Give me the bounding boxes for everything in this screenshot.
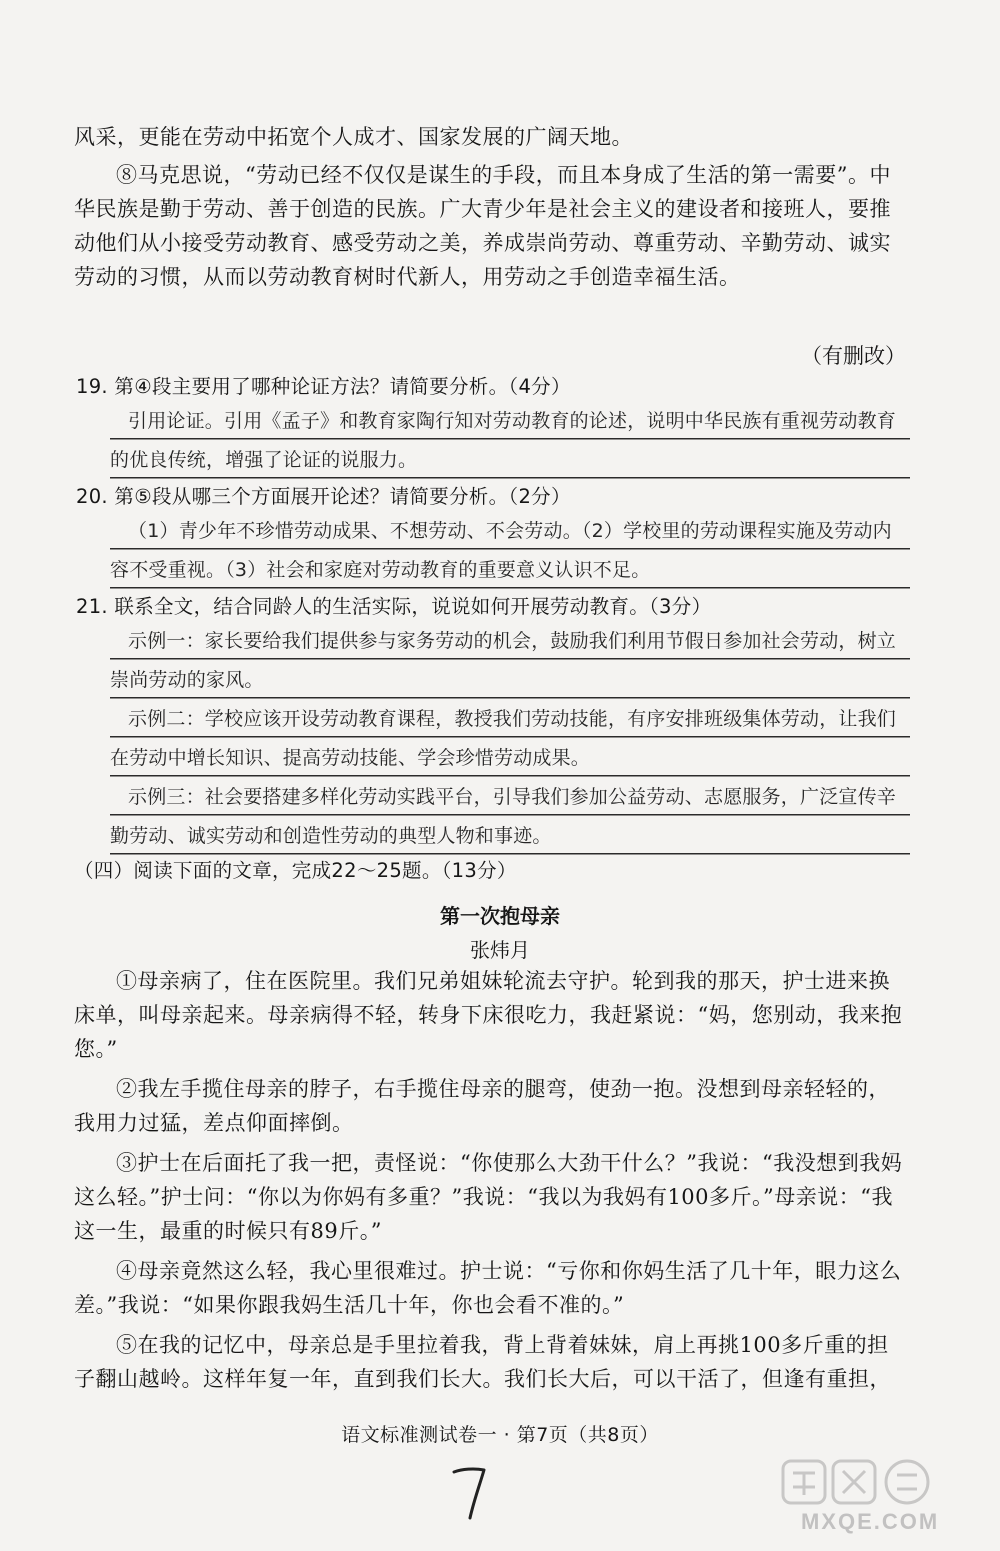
handwritten-page-number [450, 1462, 490, 1522]
story-paragraph-1: ①母亲病了，住在医院里。我们兄弟姐妹轮流去守护。轮到我的那天，护士进来换床单，叫母亲起来。母亲病得不轻，转身下床很吃力，我赶紧说：“妈，您别动，我来抱您。” [74, 969, 903, 1061]
story-paragraph-3: ③护士在后面托了我一把，责怪说：“你使那么大劲干什么？”我说：“我没想到我妈这么轻。”护士问：“你以为你妈有多重？”我说：“我以为我妈有100多斤。”母亲说：“我这一生，最重的时候只有89斤。” [74, 1151, 903, 1243]
answer-21-example-3: 示例三：社会要搭建多样化劳动实践平台，引导我们参加公益劳动、志愿服务，广泛宣传辛勤劳动、诚实劳动和创造性劳动的典型人物和事迹。 [110, 778, 910, 856]
question-20: 20. 第⑤段从哪三个方面展开论述？请简要分析。（2分） [76, 485, 571, 508]
edit-note: （有删改） [801, 344, 906, 368]
question-19: 19. 第④段主要用了哪种论证方法？请简要分析。（4分） [76, 375, 571, 398]
page-footer: 语文标准测试卷一 · 第7页（共8页） [341, 1424, 659, 1446]
story-paragraph-2: ②我左手揽住母亲的脖子，右手揽住母亲的腿弯，使劲一抱。没想到母亲轻轻的，我用力过猛，差点仰面摔倒。 [74, 1077, 890, 1135]
article-title: 第一次抱母亲 [440, 904, 560, 928]
question-21: 21. 联系全文，结合同龄人的生活实际，说说如何开展劳动教育。（3分） [76, 595, 712, 618]
svg-text:MXQE.COM: MXQE.COM [801, 1509, 940, 1534]
article-paragraph-continued: 风采，更能在劳动中拓宽个人成才、国家发展的广阔天地。 [74, 125, 633, 149]
story-paragraph-4: ④母亲竟然这么轻，我心里很难过。护士说：“亏你和你妈生活了几十年，眼力这么差。”我说：“如果你跟我妈生活几十年，你也会看不准的。” [74, 1259, 902, 1317]
answer-19: 引用论证。引用《孟子》和教育家陶行知对劳动教育的论述，说明中华民族有重视劳动教育的优良传统，增强了论证的说服力。 [110, 402, 910, 480]
article-paragraph-8: ⑧马克思说，“劳动已经不仅仅是谋生的手段，而且本身成了生活的第一需要”。中华民族是勤于劳动、善于创造的民族。广大青少年是社会主义的建设者和接班人，要推动他们从小接受劳动教育、感受劳动之美，养成崇尚劳动、尊重劳动、辛勤劳动、诚实劳动的习惯，从而以劳动教育树时代新人，用劳动之手创造幸福生活。 [74, 163, 891, 289]
section-4-header: （四）阅读下面的文章，完成22～25题。（13分） [74, 859, 517, 882]
story-paragraph-5: ⑤在我的记忆中，母亲总是手里拉着我，背上背着妹妹，肩上再挑100多斤重的担子翻山越岭。这样年复一年，直到我们长大。我们长大后，可以干活了，但逢有重担， [74, 1333, 891, 1391]
watermark-logo [777, 1457, 982, 1537]
article-author: 张炜月 [470, 938, 530, 962]
answer-21-example-1: 示例一：家长要给我们提供参与家务劳动的机会，鼓励我们利用节假日参加社会劳动，树立崇尚劳动的家风。 [110, 622, 910, 700]
answer-21-example-2: 示例二：学校应该开设劳动教育课程，教授我们劳动技能，有序安排班级集体劳动，让我们在劳动中增长知识、提高劳动技能、学会珍惜劳动成果。 [110, 700, 910, 778]
answer-20: （1）青少年不珍惜劳动成果、不想劳动、不会劳动。（2）学校里的劳动课程实施及劳动内容不受重视。（3）社会和家庭对劳动教育的重要意义认识不足。 [110, 512, 910, 590]
